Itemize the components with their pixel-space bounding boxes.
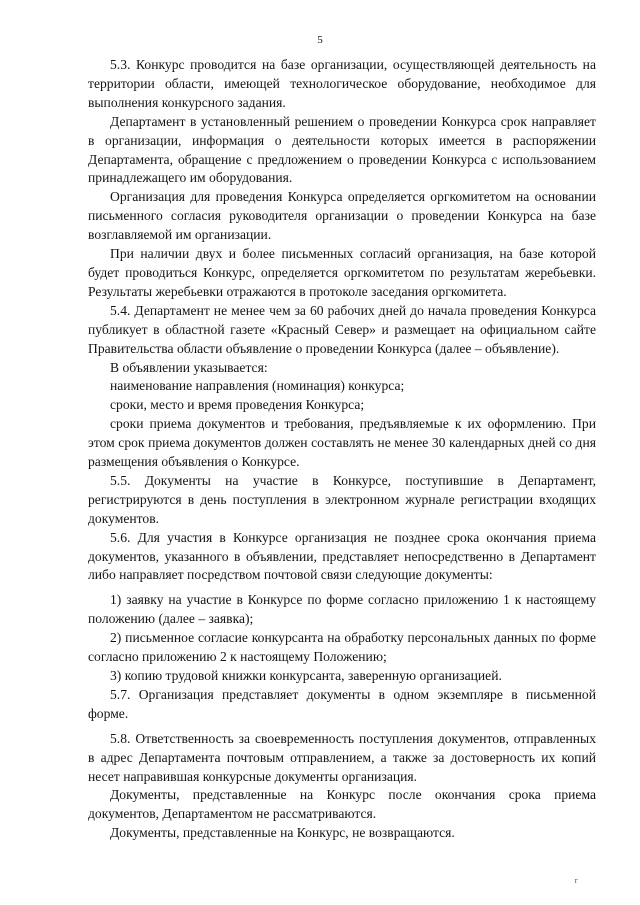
paragraph-5-4: 5.4. Департамент не менее чем за 60 рабочих дней до начала проведения Конкурса публикует в областной газете «Красный Север» и размещает на официальном сайте Правительства области объявление о проведении Конкурса (далее – объявление). <box>88 302 596 356</box>
paragraph-5-3: 5.3. Конкурс проводится на базе организации, осуществляющей деятельность на территории области, имеющей технологическое оборудование, необходимое для выполнения конкурсного задания. <box>88 57 596 110</box>
paragraph-late-documents: Документы, представленные на Конкурс после окончания срока приема документов, Департаментом не рассматриваются. <box>88 787 596 822</box>
list-item: наименование направления (номинация) конкурса; <box>110 378 405 394</box>
paragraph-5-6: 5.6. Для участия в Конкурсе организация не позднее срока окончания приема документов, указанного в объявлении, представляет непосредственно в Департамент либо направляет посредством почтовой связи следующие документы: <box>88 529 596 583</box>
list-item: 2) письменное согласие конкурсанта на обработку персональных данных по форме согласно приложению 2 к настоящему Положению; <box>88 630 596 665</box>
list-item: сроки приема документов и требования, предъявляемые к их оформлению. При этом срок приема документов должен составлять не менее 30 календарных дней со дня размещения объявления о Конкурсе. <box>88 416 596 470</box>
paragraph-lottery: При наличии двух и более письменных согласий организация, на базе которой будет проводиться Конкурс, определяется оргкомитетом по результатам жеребьевки. Результаты жеребьевки отражаются в протоколе заседания оргкомитета. <box>88 246 596 299</box>
paragraph-5-8: 5.8. Ответственность за своевременность поступления документов, отправленных в адрес Департамента почтовым отправлением, а также за достоверность их копий несет направившая конкурсные документы организация. <box>88 730 596 784</box>
paragraph-5-7: 5.7. Организация представляет документы в одном экземпляре в письменной форме. <box>88 686 596 721</box>
paragraph-not-returned: Документы, представленные на Конкурс, не возвращаются. <box>110 825 455 841</box>
page-number: 5 <box>317 34 323 46</box>
corner-mark: г <box>574 876 578 885</box>
list-item: 3) копию трудовой книжки конкурсанта, заверенную организацией. <box>110 668 502 683</box>
paragraph-organization-selection: Организация для проведения Конкурса определяется оргкомитетом на основании письменного согласия руководителя организации о проведении Конкурса на базе возглавляемой им организации. <box>88 189 596 243</box>
list-item: сроки, место и время проведения Конкурса; <box>110 397 365 413</box>
list-item: 1) заявку на участие в Конкурсе по форме согласно приложению 1 к настоящему положению (далее – заявка); <box>88 592 596 627</box>
paragraph-5-5: 5.5. Документы на участие в Конкурсе, поступившие в Департамент, регистрируются в день поступления в электронном журнале регистрации входящих документов. <box>88 472 596 526</box>
paragraph-department-request: Департамент в установленный решением о проведении Конкурса срок направляет в организации, информация о деятельности которых имеется в распоряжении Департамента, обращение с предложением о проведении Конкурса с использованием принадлежащего им оборудования. <box>88 113 596 186</box>
paragraph-announcement-intro: В объявлении указывается: <box>110 359 268 375</box>
document-body <box>88 56 596 843</box>
